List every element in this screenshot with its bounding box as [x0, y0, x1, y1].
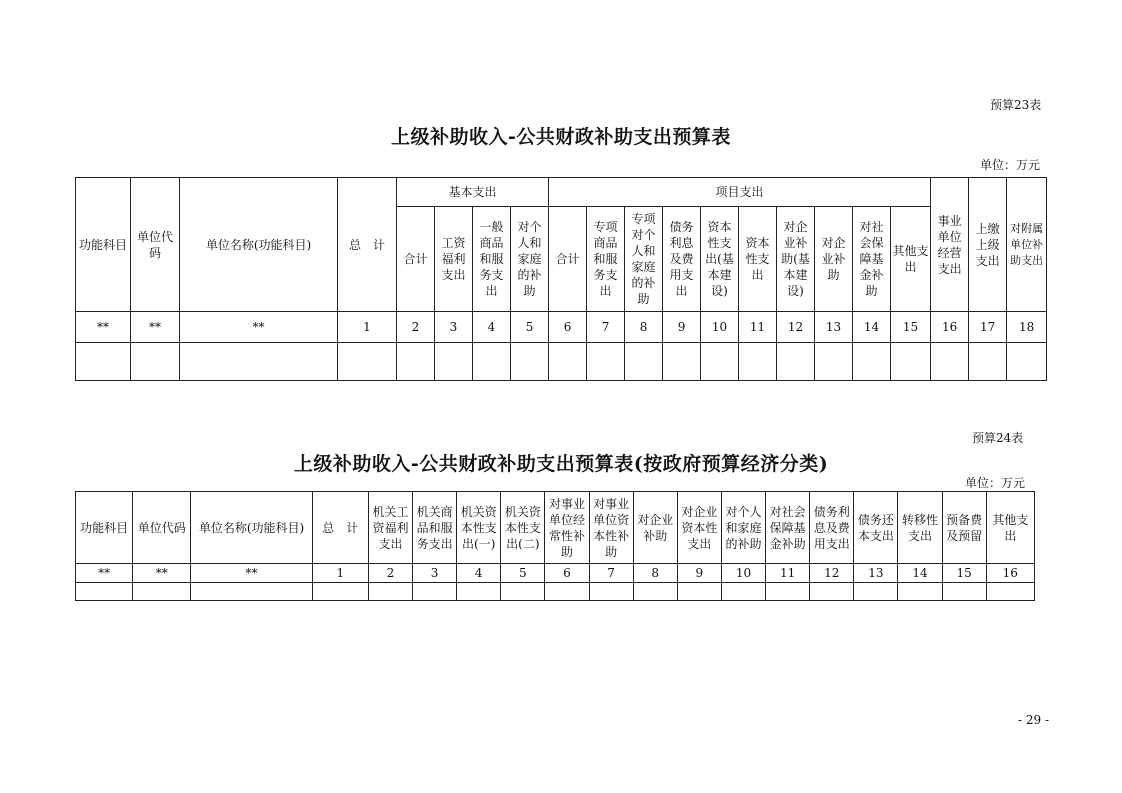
table24-index-cell: 5	[501, 564, 545, 583]
table24-index-cell: 9	[677, 564, 721, 583]
table23-data-cell	[663, 343, 701, 381]
table23-data-cell	[931, 343, 969, 381]
table24-header-cell: 其他支出	[986, 492, 1034, 564]
table23-number: 预算23表	[990, 98, 1042, 112]
table24-data-cell	[854, 583, 898, 601]
table23-index-cell: **	[76, 312, 131, 343]
table24-number: 预算24表	[972, 431, 1024, 445]
table24-index-cell: 7	[589, 564, 633, 583]
table24-header-cell: 对个人和家庭的补助	[721, 492, 765, 564]
table23-index-cell: 2	[397, 312, 435, 343]
table24-header-cell: 单位代码	[133, 492, 191, 564]
table23-index-cell: 10	[701, 312, 739, 343]
table24-data-cell	[677, 583, 721, 601]
table23-data-cell	[511, 343, 549, 381]
table24-data-cell	[312, 583, 368, 601]
table23-header-basic-sum: 合计	[397, 207, 435, 312]
table23-data-cell	[435, 343, 473, 381]
table24-index-cell: 15	[942, 564, 986, 583]
table23-header-unit-code: 单位代码	[131, 178, 180, 312]
table24-unit: 单位：万元	[965, 476, 1026, 490]
table24-index-cell: **	[191, 564, 312, 583]
table23-title: 上级补助收入-公共财政补助支出预算表	[391, 126, 731, 148]
table23-header-func-subject: 功能科目	[76, 178, 131, 312]
table24-header-cell: 功能科目	[76, 492, 133, 564]
table24-header-cell: 对企业补助	[633, 492, 677, 564]
table24-header-cell: 对企业资本性支出	[677, 492, 721, 564]
table24-data-cell	[191, 583, 312, 601]
table23-header-group-project: 项目支出	[549, 178, 931, 207]
table23-header-unit-name: 单位名称(功能科目)	[180, 178, 338, 312]
table24-data-cell	[810, 583, 854, 601]
table23-index-row	[76, 312, 1047, 343]
table24-title: 上级补助收入-公共财政补助支出预算表(按政府预算经济分类)	[293, 453, 829, 475]
table23-header-proj-social: 对社会保障基金补助	[853, 207, 891, 312]
table23-index-cell: **	[131, 312, 180, 343]
table23-index-cell: **	[180, 312, 338, 343]
table24-index-cell: 12	[810, 564, 854, 583]
table23-data-cell	[701, 343, 739, 381]
table23-data-cell	[625, 343, 663, 381]
table23-header-inst-operating: 事业单位经营支出	[931, 178, 969, 312]
table23-header-proj-special-personal: 专项对个人和家庭的补助	[625, 207, 663, 312]
table24-header-cell: 转移性支出	[898, 492, 942, 564]
table24-header-cell: 机关商品和服务支出	[413, 492, 457, 564]
table23-index-cell: 12	[777, 312, 815, 343]
table23-data-cell	[180, 343, 338, 381]
table24-index-cell: 1	[312, 564, 368, 583]
table23-header-proj-enterprise: 对企业补助	[815, 207, 853, 312]
table24-data-cell	[986, 583, 1034, 601]
table24-header-cell: 机关资本性支出(一)	[457, 492, 501, 564]
table23-data-cell	[777, 343, 815, 381]
table23-header-proj-special-goods: 专项商品和服务支出	[587, 207, 625, 312]
table23-index-cell: 15	[891, 312, 931, 343]
table23-index-cell: 13	[815, 312, 853, 343]
table23-header-row-1	[76, 178, 1047, 207]
table23-header-basic-wage: 工资福利支出	[435, 207, 473, 312]
table23-data-cell	[473, 343, 511, 381]
table24-index-cell: 6	[545, 564, 589, 583]
table23-header-basic-goods: 一般商品和服务支出	[473, 207, 511, 312]
table24-header-cell: 机关工资福利支出	[368, 492, 412, 564]
table24-header-cell: 机关资本性支出(二)	[501, 492, 545, 564]
table23-header-proj-debt: 债务利息及费用支出	[663, 207, 701, 312]
table23-index-cell: 11	[739, 312, 777, 343]
table23-index-cell: 1	[338, 312, 397, 343]
table24-data-cell	[545, 583, 589, 601]
table24-index-cell: 13	[854, 564, 898, 583]
table24-header-cell: 对事业单位经常性补助	[545, 492, 589, 564]
table23-unit: 单位：万元	[980, 158, 1041, 172]
table23-index-cell: 4	[473, 312, 511, 343]
table24-index-cell: 10	[721, 564, 765, 583]
table24-index-row	[76, 564, 1035, 583]
table23-header-proj-other: 其他支出	[891, 207, 931, 312]
table23-data-cell	[969, 343, 1007, 381]
table24-data-cell	[942, 583, 986, 601]
table24-index-cell: **	[76, 564, 133, 583]
table23-header-proj-capital2: 资本性支出	[739, 207, 777, 312]
table23-data-cell	[815, 343, 853, 381]
table24-header-cell: 对社会保障基金补助	[766, 492, 810, 564]
table24-header-cell: 预备费及预留	[942, 492, 986, 564]
table23-index-cell: 7	[587, 312, 625, 343]
table23-index-cell: 5	[511, 312, 549, 343]
table23-data-row	[76, 343, 1047, 381]
table24	[75, 491, 1035, 601]
table23-index-cell: 8	[625, 312, 663, 343]
table24-index-cell: 11	[766, 564, 810, 583]
table24-index-cell: **	[133, 564, 191, 583]
table23-data-cell	[587, 343, 625, 381]
table24-data-cell	[457, 583, 501, 601]
table24-index-cell: 16	[986, 564, 1034, 583]
table24-data-cell	[501, 583, 545, 601]
table23-header-upper-pay: 上缴上级支出	[969, 178, 1007, 312]
table24-data-cell	[133, 583, 191, 601]
table23-data-cell	[397, 343, 435, 381]
table23-index-cell: 3	[435, 312, 473, 343]
table23-header-proj-sum: 合计	[549, 207, 587, 312]
table23-header-group-basic: 基本支出	[397, 178, 549, 207]
table24-data-cell	[766, 583, 810, 601]
table23-header-proj-enterprise-basic: 对企业补助(基本建设)	[777, 207, 815, 312]
table23	[75, 177, 1047, 381]
table23-index-cell: 14	[853, 312, 891, 343]
table24-index-cell: 2	[368, 564, 412, 583]
table24-index-cell: 3	[413, 564, 457, 583]
table24-index-cell: 4	[457, 564, 501, 583]
table24-data-cell	[368, 583, 412, 601]
table23-data-cell	[1007, 343, 1047, 381]
table24-data-cell	[721, 583, 765, 601]
table24-index-cell: 14	[898, 564, 942, 583]
table23-index-cell: 17	[969, 312, 1007, 343]
table23-data-cell	[131, 343, 180, 381]
table24-header-cell: 单位名称(功能科目)	[191, 492, 312, 564]
table24-data-cell	[413, 583, 457, 601]
table23-data-cell	[76, 343, 131, 381]
table23-data-cell	[739, 343, 777, 381]
table24-index-cell: 8	[633, 564, 677, 583]
table24-header-cell: 对事业单位资本性补助	[589, 492, 633, 564]
table23-index-cell: 9	[663, 312, 701, 343]
table23-index-cell: 6	[549, 312, 587, 343]
table23-data-cell	[549, 343, 587, 381]
table23-header-proj-capital: 资本性支出(基本建设)	[701, 207, 739, 312]
table23-data-cell	[853, 343, 891, 381]
table24-header-cell: 债务利息及费用支出	[810, 492, 854, 564]
table23-data-cell	[338, 343, 397, 381]
table24-header-cell: 债务还本支出	[854, 492, 898, 564]
table24-header-cell: 总 计	[312, 492, 368, 564]
table24-data-cell	[76, 583, 133, 601]
table23-header-affiliated: 对附属单位补助支出	[1007, 178, 1047, 312]
table24-data-row	[76, 583, 1035, 601]
table23-header-total: 总 计	[338, 178, 397, 312]
table24-data-cell	[589, 583, 633, 601]
page-number: - 29 -	[1018, 713, 1050, 727]
table23-data-cell	[891, 343, 931, 381]
table24-data-cell	[898, 583, 942, 601]
table23-header-basic-personal: 对个人和家庭的补助	[511, 207, 549, 312]
table24-header-row	[76, 492, 1035, 564]
table23-index-cell: 18	[1007, 312, 1047, 343]
table24-data-cell	[633, 583, 677, 601]
table23-index-cell: 16	[931, 312, 969, 343]
